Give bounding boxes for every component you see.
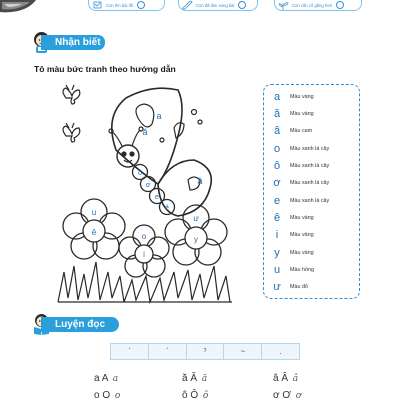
legend-item [264,245,361,261]
check-circle[interactable] [238,1,246,9]
butterfly-flowers-drawing [54,76,254,306]
legend-label: Màu cam [290,128,313,134]
legend-item [264,262,361,278]
body-letter: ê [165,205,169,212]
letter-cursive: â [292,374,299,384]
tone-mark: ~ [224,344,262,359]
body-letter: e [155,194,159,201]
legend-label: Màu xanh lá cây [290,163,330,169]
letter-upper: O [102,390,111,400]
letter-cursive: ô [202,391,209,400]
letter-lower: ă [182,373,188,384]
flower-letter: ư [193,214,199,223]
pencil-corner-icon [0,0,40,14]
letter-cursive: ă [201,374,208,384]
tone-mark: ˀ [187,344,225,359]
legend-item [264,158,361,174]
letter-lower: ô [182,390,188,400]
wing-letter: a [156,111,162,121]
legend-letter: e [273,195,281,207]
legend-item [264,106,361,122]
letter-lower: o [94,390,100,400]
reading-item [182,390,208,400]
legend-label: Màu vàng [290,215,314,221]
legend-letter: ă [273,108,281,120]
section-header-nhan-biet [32,31,105,53]
small-butterfly-icon [63,85,80,104]
legend-item [264,89,361,105]
legend-label: Màu vàng [290,111,314,117]
legend-label: Màu xanh lá cây [290,180,330,186]
legend-letter: i [275,229,279,241]
legend-item [264,141,361,157]
letter-cursive: a [112,374,119,384]
top-strip [0,0,400,18]
wing-letter: â [197,176,203,186]
check-circle[interactable] [137,1,145,9]
wing-letter: ă [142,127,148,137]
self-assess-try [274,0,362,11]
flower-letter: o [141,232,147,241]
letter-upper: Ô [190,390,199,400]
legend-letter: a [273,91,281,103]
color-legend [263,84,360,299]
legend-label: Màu hồng [290,267,314,273]
letter-lower: a [94,373,100,384]
grass [58,262,230,302]
legend-label: Màu vàng [290,250,314,256]
legend-item [264,175,361,191]
upper-wing-spot [136,104,154,127]
legend-item [264,227,361,243]
butterfly-head [117,145,139,167]
flower-letter: u [91,208,97,217]
legend-letter: â [273,125,281,137]
legend-letter: ê [273,212,281,224]
self-assess-good [88,0,165,11]
letter-lower: ơ [273,390,280,400]
letter-upper: Ơ [282,390,291,400]
tone-mark: . [279,347,282,356]
letter-upper: A [101,373,108,384]
pencil-icon [182,1,193,10]
check-circle[interactable] [336,1,344,9]
body-letter: ơ [145,182,151,189]
self-assess-done [178,0,258,11]
reading-item [182,373,207,384]
legend-label: Màu xanh lá cây [290,198,330,204]
legend-label: Màu xanh lá cây [290,146,330,152]
legend-letter: u [273,264,281,276]
flower-letter: i [143,250,145,259]
legend-label: Màu vàng [290,232,314,238]
legend-item [264,193,361,209]
legend-letter: y [274,247,280,259]
letter-upper: Ă [190,373,198,384]
trophy-icon [92,1,103,10]
section-title: Nhận biết [41,35,105,50]
letter-upper: Â [281,373,289,384]
flower-letter: y [194,235,198,244]
legend-item [264,210,361,226]
legend-letter: ô [273,160,281,172]
tone-mark: ˊ [149,344,187,359]
letter-cursive: ơ [295,391,302,400]
sprout-icon [278,1,289,10]
pill-label: Con đã làm xong bài [196,2,235,8]
small-butterfly-icon [63,123,80,142]
letter-cursive: o [114,391,121,400]
reading-item [273,390,301,400]
legend-label: Màu đỏ [290,284,308,290]
legend-letter: ơ [273,177,281,189]
legend-item [264,123,361,139]
section-header-luyen-doc [32,313,119,335]
flower-letter: ê [91,228,97,237]
legend-label: Màu vàng [290,94,314,100]
section-title: Luyện đọc [41,317,119,332]
body-letter: ô [138,170,142,177]
letter-lower: â [273,373,279,384]
tone-mark: ˋ [111,344,149,359]
pill-label: Con tìm bài tốt [106,2,134,8]
reading-item [273,373,298,384]
legend-letter: ư [273,281,281,293]
legend-letter: o [273,143,281,155]
instruction-text: Tô màu bức tranh theo hướng dẫn [34,64,176,74]
tone-marks-bar [110,343,300,360]
reading-item [94,373,118,384]
pill-label: Con cần cố gắng hơn [292,2,333,8]
reading-item [94,390,120,400]
legend-item [264,279,361,295]
